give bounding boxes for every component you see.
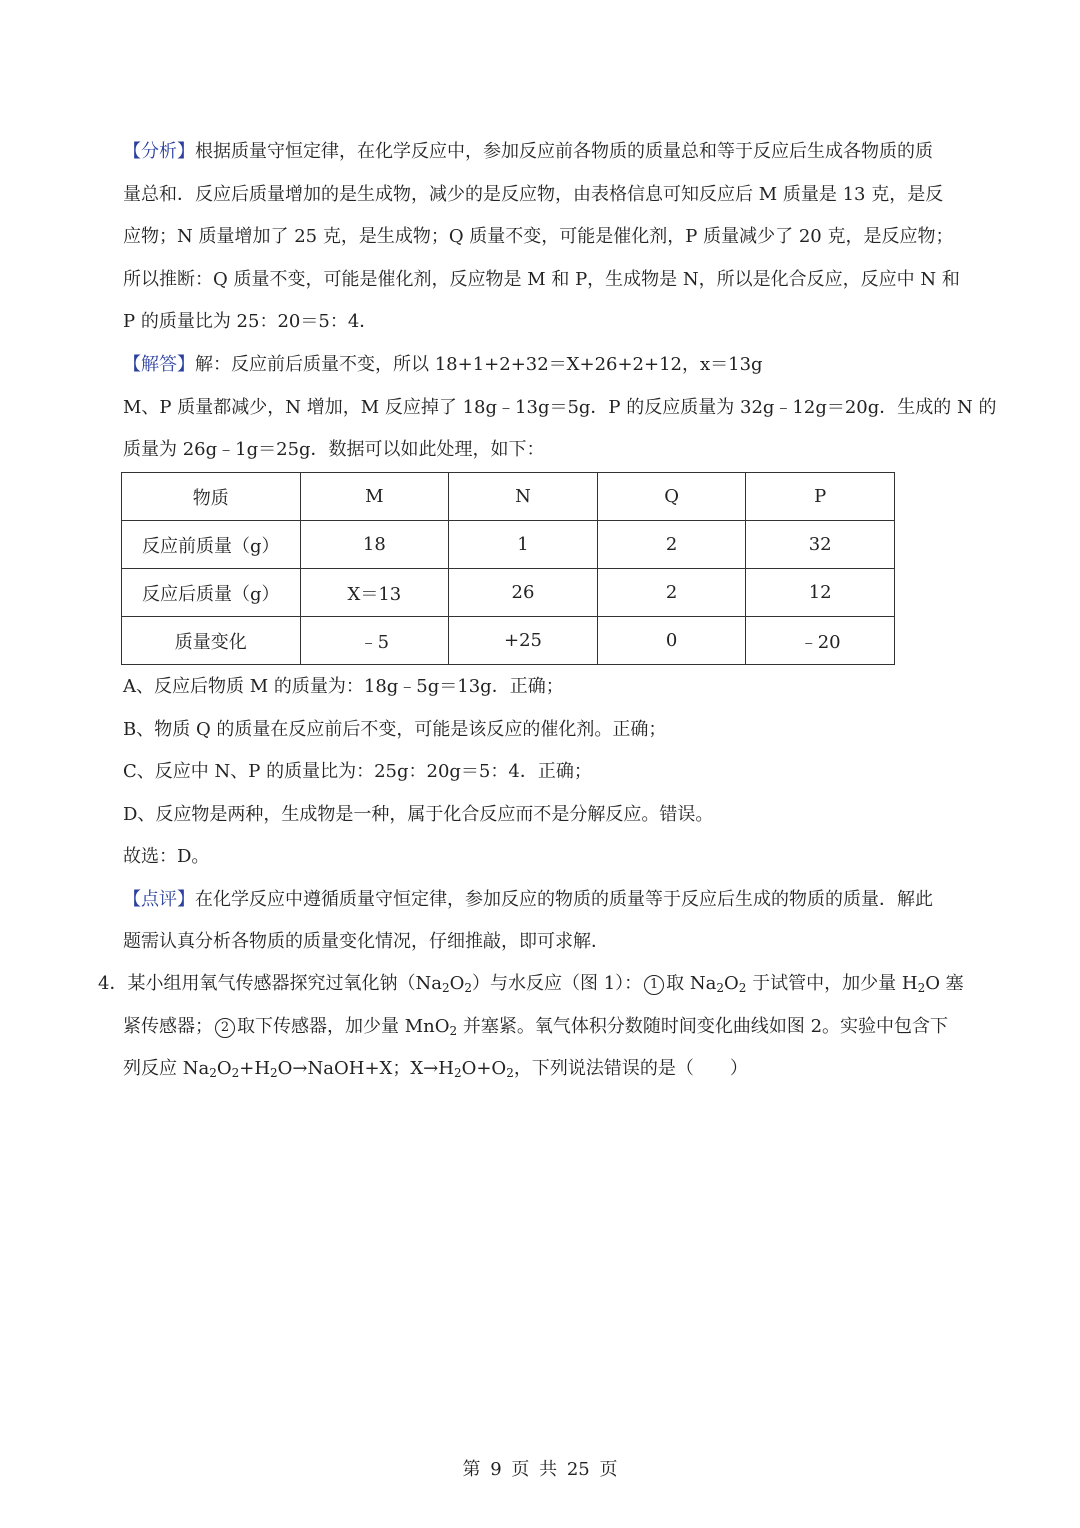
table-row: [122, 617, 895, 665]
table-header-row: [122, 473, 895, 521]
table-cell: +25: [449, 617, 598, 665]
option-b: B、物质 Q 的质量在反应前后不变，可能是该反应的催化剂。正确；: [123, 718, 667, 740]
question-4: [98, 963, 988, 1091]
question-4-line-2: 紧传感器； 2 取下传感器，加少量 MnO$_2$ 并塞紧。氧气体积分数随时间变化曲线如图 2。实验中包含下: [123, 1015, 949, 1038]
table-cell: 32: [746, 521, 895, 569]
analysis-line-2: 量总和．反应后质量增加的是生成物，减少的是反应物，由表格信息可知反应后 M 质量是 13 克，是反: [123, 183, 944, 205]
table-cell: 0: [597, 617, 746, 665]
analysis-line-4: 所以推断：Q 质量不变，可能是催化剂，反应物是 M 和 P，生成物是 N，所以是化合反应，反应中 N 和: [123, 268, 960, 290]
table-cell: 质量变化: [122, 617, 301, 665]
question-number: 4．: [98, 973, 128, 994]
table-cell: X＝13: [300, 569, 449, 617]
table-cell: 12: [746, 569, 895, 617]
comment-tag: 【点评】: [123, 888, 195, 910]
analysis-line-3: 应物；N 质量增加了 25 克，是生成物；Q 质量不变，可能是催化剂，P 质量减少了 20 克，是反应物；: [123, 226, 954, 247]
table-header-cell: N: [449, 473, 598, 521]
table-row: [122, 569, 895, 617]
analysis-line-5: P 的质量比为 25：20＝5：4．: [123, 311, 378, 332]
option-a: A、反应后物质 M 的质量为：18g﹣5g＝13g．正确；: [123, 676, 564, 697]
final-choice: 故选：D。: [123, 846, 210, 867]
answer-line-3: 质量为 26g﹣1g＝25g．数据可以如此处理，如下：: [123, 439, 545, 460]
analysis-tag: 【分析】: [123, 141, 195, 162]
answer-line-2: M、P 质量都减少，N 增加，M 反应掉了 18g﹣13g＝5g．P 的反应质量为 32g﹣12g＝20g．生成的 N 的: [123, 396, 997, 418]
circled-number-2: 2: [215, 1018, 235, 1038]
question-4-line-3: 列反应 $Na_2O_2+H_2O\to NaOH+X$；$X\to H_2O+O_2$，下列说法错误的是（ ）: [123, 1058, 748, 1080]
table-header-cell: 物质: [122, 473, 301, 521]
table-cell: ﹣5: [300, 617, 449, 665]
table-row: [122, 521, 895, 569]
table-cell: 2: [597, 569, 746, 617]
table-cell: 26: [449, 569, 598, 617]
comment-line-2: 题需认真分析各物质的质量变化情况，仔细推敲，即可求解．: [123, 931, 609, 952]
option-c: C、反应中 N、P 的质量比为：25g：20g＝5：4．正确；: [123, 761, 592, 782]
table-cell: 1: [449, 521, 598, 569]
circled-number-1: 1: [644, 975, 664, 995]
option-d: D、反应物是两种，生成物是一种，属于化合反应而不是分解反应。错误。: [123, 803, 714, 825]
answer-line-1: 【解答】解：反应前后质量不变，所以 18+1+2+32＝X+26+2+12，x＝13g: [123, 354, 763, 375]
table-header-cell: Q: [597, 473, 746, 521]
table-cell: 18: [300, 521, 449, 569]
question-4-line-1: 4．某小组用氧气传感器探究过氧化钠$(Na_2O_2)$与水反应（图 1）： 1 取 $Na_2O_2$ 于试管中，加少量 $H_2O$ 塞: [98, 973, 964, 995]
table-header-cell: P: [746, 473, 895, 521]
mass-table: [121, 472, 895, 665]
table-cell: ﹣20: [746, 617, 895, 665]
table-cell: 反应后质量（g）: [122, 569, 301, 617]
answer-section: [123, 344, 997, 472]
comment-line-1: 【点评】在化学反应中遵循质量守恒定律，参加反应的物质的质量等于反应后生成的物质的质量．解此: [123, 888, 933, 910]
answer-tag: 【解答】: [123, 354, 195, 375]
table-cell: 2: [597, 521, 746, 569]
table-header-cell: M: [300, 473, 449, 521]
table-cell: 反应前质量（g）: [122, 521, 301, 569]
analysis-line-1: 【分析】根据质量守恒定律，在化学反应中，参加反应前各物质的质量总和等于反应后生成各物质的质: [123, 141, 933, 162]
analysis-section: [123, 131, 985, 344]
page-footer: 第 9 页 共 25 页: [462, 1459, 618, 1480]
options-section: [123, 666, 985, 964]
